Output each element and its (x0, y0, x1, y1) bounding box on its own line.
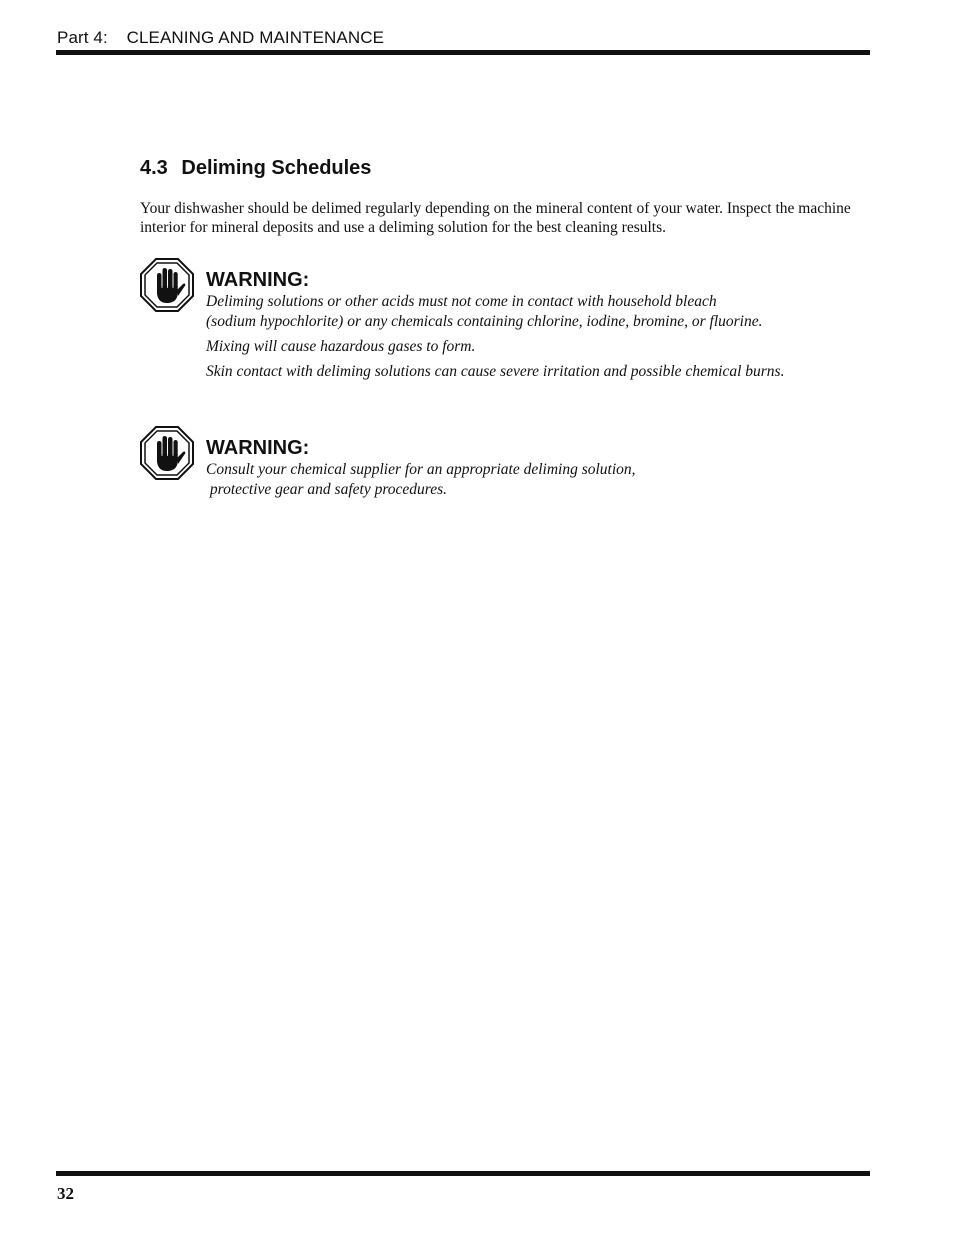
header-rule (56, 50, 870, 55)
page-number: 32 (57, 1184, 74, 1203)
warning-text-line: (sodium hypochlorite) or any chemicals containing chlorine, iodine, bromine, or fluorine. (206, 313, 763, 330)
warning-text-line: Skin contact with deliming solutions can cause severe irritation and possible chemical burns. (206, 363, 785, 380)
stop-hand-icon (139, 425, 195, 481)
warning-title: WARNING: (206, 269, 310, 291)
section-number: 4.3 (140, 157, 168, 179)
warning-text-line: Mixing will cause hazardous gases to form. (206, 338, 476, 355)
stop-hand-icon (139, 257, 195, 313)
header-title: CLEANING AND MAINTENANCE (126, 28, 385, 47)
header-part-label: Part 4: (57, 28, 108, 47)
section-heading (140, 157, 371, 180)
running-header (57, 28, 384, 48)
warning-title: WARNING: (206, 437, 310, 459)
footer-rule (56, 1171, 870, 1176)
warning-text-line: protective gear and safety procedures. (206, 481, 448, 498)
section-title: Deliming Schedules (181, 157, 372, 179)
intro-paragraph: Your dishwasher should be delimed regularly depending on the mineral content of your water. Inspect the machine interior for mineral deposits and use a deliming solution for the best cleaning results. (140, 200, 851, 236)
warning-text-line: Consult your chemical supplier for an appropriate deliming solution, (206, 461, 636, 478)
warning-text-line: Deliming solutions or other acids must not come in contact with household bleach (206, 293, 717, 310)
